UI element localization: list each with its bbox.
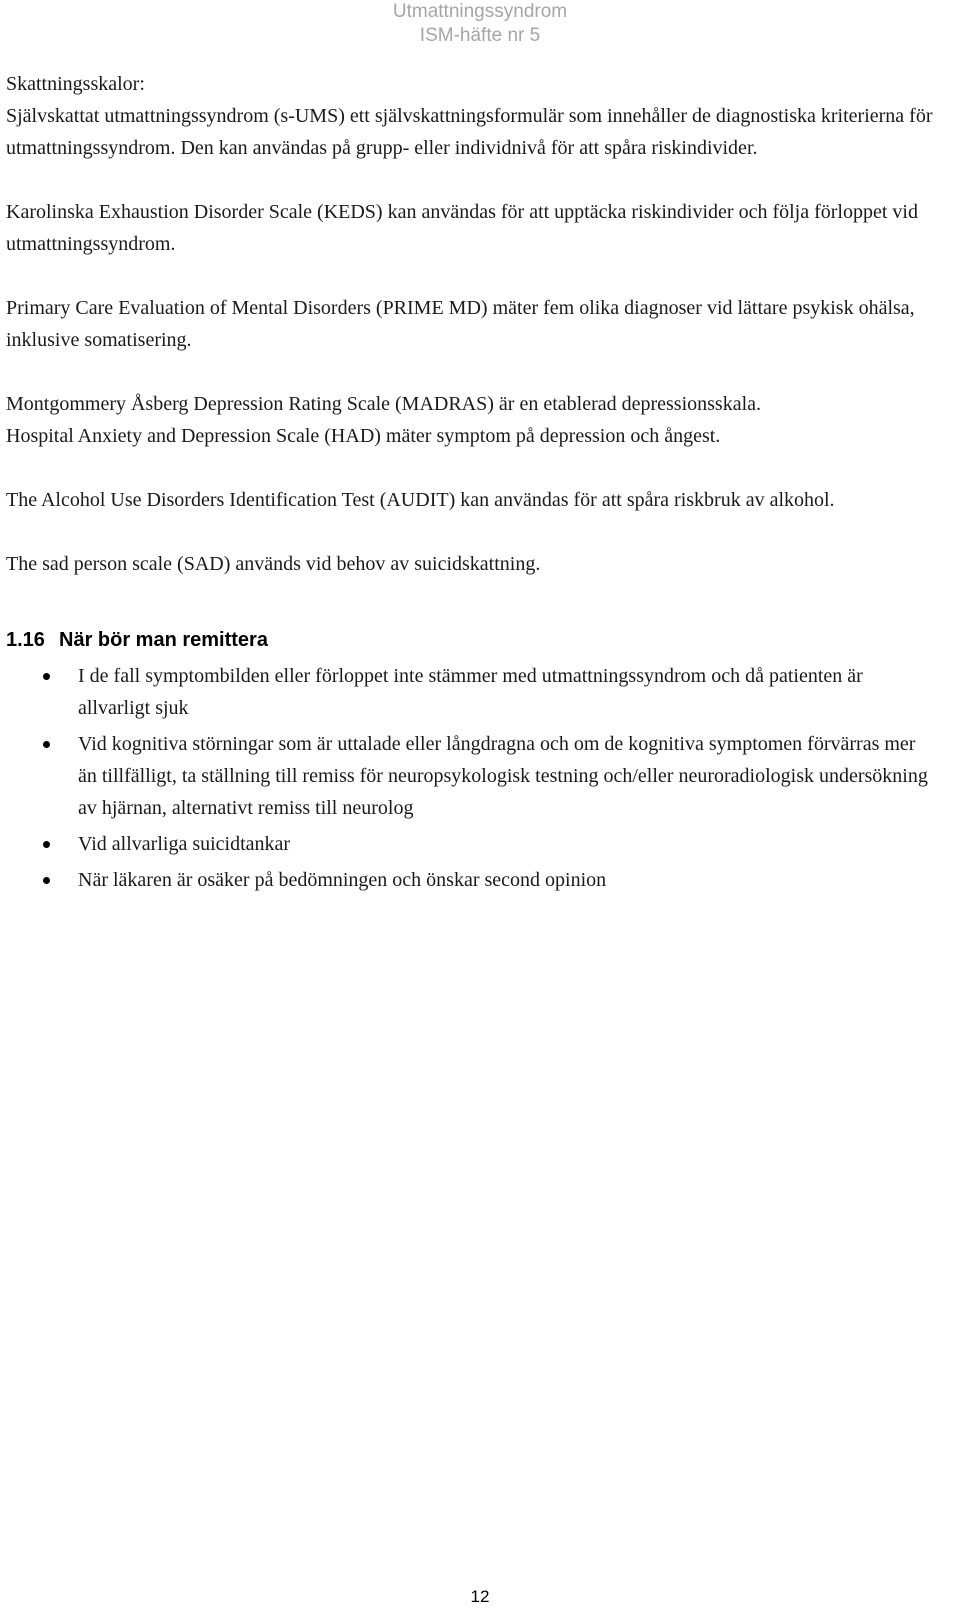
referral-list [6,660,936,896]
list-item-text: Vid allvarliga suicidtankar [78,833,291,855]
section-number: 1.16 [6,629,45,651]
list-item [6,864,936,896]
list-item [6,660,936,724]
header-title: Utmattningssyndrom [392,1,568,22]
header-subtitle: ISM-häfte nr 5 [419,25,541,46]
paragraph-audit: The Alcohol Use Disorders Identification Test (AUDIT) kan användas för att spåra riskbruk av alkohol. [6,489,835,511]
section-heading [6,624,936,656]
list-item [6,828,936,860]
bullet-icon [43,673,50,680]
list-item-text: Vid kognitiva störningar som är uttalade eller långdragna och om de kognitiva symptomen förvärras mer än tillfälligt, ta ställning till remiss för neuropsykologisk testning och/eller neuroradiologisk undersökning av hjärnan, alternativt remiss till neurolog [78,733,928,819]
paragraph-had: Hospital Anxiety and Depression Scale (HAD) mäter symptom på depression och ångest. [6,425,721,447]
page-number: 12 [470,1587,490,1606]
bullet-icon [43,877,50,884]
paragraph-madras: Montgommery Åsberg Depression Rating Scale (MADRAS) är en etablerad depressionsskala. [6,393,762,415]
paragraph-s-ums: Självskattat utmattningssyndrom (s-UMS) ett självskattningsformulär som innehåller de diagnostiska kriterierna för utmattningssyndrom. Den kan användas på grupp- eller individnivå för att spåra riskindivider. [6,105,933,159]
page-header [0,0,960,48]
list-item [6,728,936,824]
paragraph-keds: Karolinska Exhaustion Disorder Scale (KEDS) kan användas för att upptäcka riskindivider och följa förloppet vid utmattningssyndrom. [6,201,918,255]
paragraph-sad: The sad person scale (SAD) används vid behov av suicidskattning. [6,553,541,575]
bullet-icon [43,741,50,748]
list-item-text: När läkaren är osäker på bedömningen och önskar second opinion [78,869,607,891]
paragraph-prime-md: Primary Care Evaluation of Mental Disorders (PRIME MD) mäter fem olika diagnoser vid lättare psykisk ohälsa, inklusive somatisering. [6,297,915,351]
list-item-text: I de fall symptombilden eller förloppet inte stämmer med utmattningssyndrom och då patienten är allvarligt sjuk [78,665,863,719]
section-title: När bör man remittera [59,629,268,651]
section-label: Skattningsskalor: [6,73,145,95]
bullet-icon [43,841,50,848]
main-content [6,68,936,896]
